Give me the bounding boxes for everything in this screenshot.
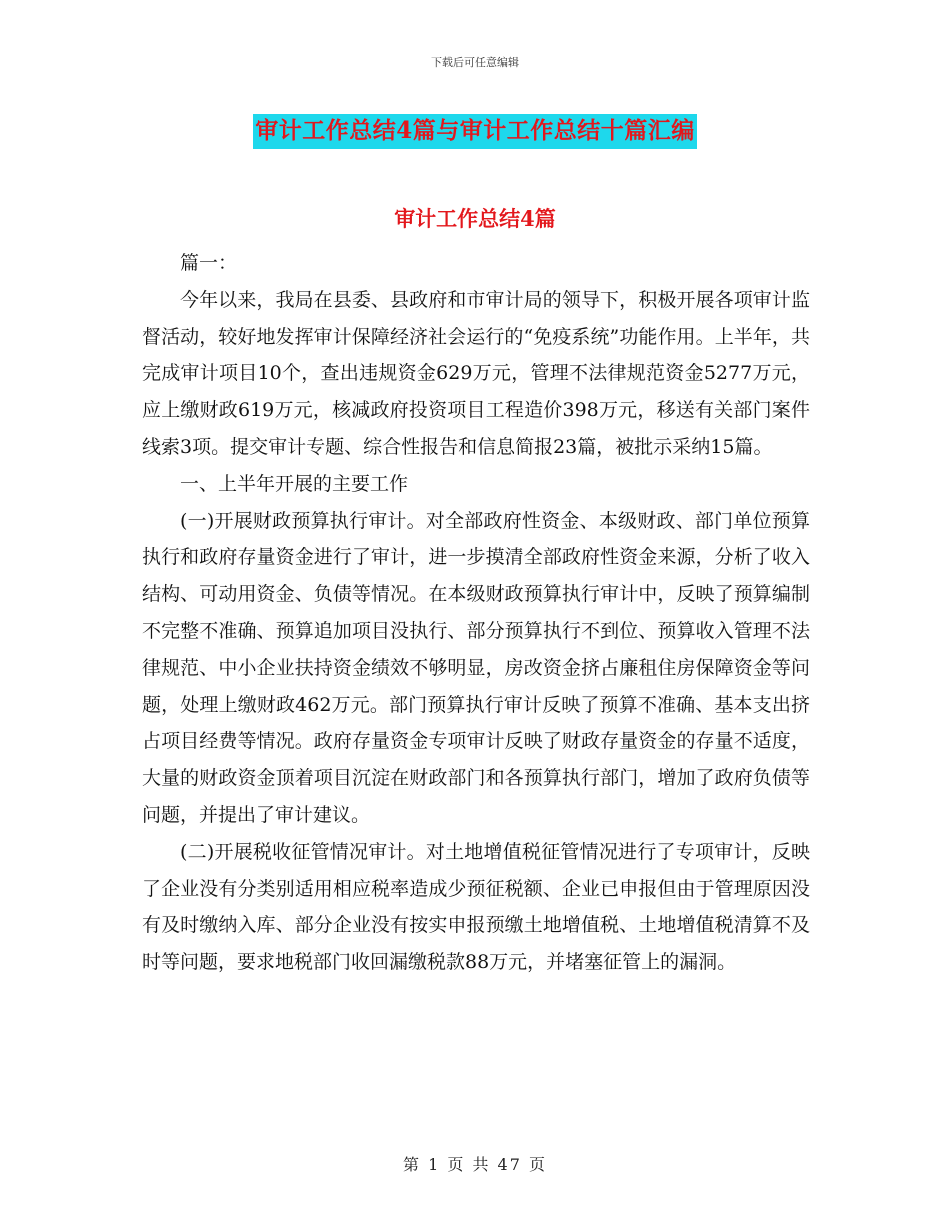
document-body (142, 245, 810, 981)
paragraph-intro: 今年以来，我局在县委、县政府和市审计局的领导下，积极开展各项审计监督活动，较好地发挥审计保障经济社会运行的“免疫系统”功能作用。上半年，共完成审计项目10个，查出违规资金629万元，管理不法律规范资金5277万元，应上缴财政619万元，核减政府投资项目工程造价398万元，移送有关部门案件线索3项。提交审计专题、综合性报告和信息简报23篇，被批示采纳15篇。 (142, 288, 810, 458)
paragraph-tax-audit: (二)开展税收征管情况审计。对土地增值税征管情况进行了专项审计，反映了企业没有分类别适用相应税率造成少预征税额、企业已申报但由于管理原因没有及时缴纳入库、部分企业没有按实申报预缴土地增值税、土地增值税清算不及时等问题，要求地税部门收回漏缴税款88万元，并堵塞征管上的漏洞。 (142, 840, 810, 974)
paragraph-part-label: 篇一： (180, 252, 238, 274)
page-footer: 第 1 页 共 47 页 (403, 1155, 547, 1174)
paragraph-heading-main-work: 一、上半年开展的主要工作 (180, 472, 409, 495)
section-title: 审计工作总结4篇 (394, 206, 556, 231)
paragraph-budget-audit: (一)开展财政预算执行审计。对全部政府性资金、本级财政、部门单位预算执行和政府存量资金进行了审计，进一步摸清全部政府性资金来源，分析了收入结构、可动用资金、负债等情况。在本级财政预算执行审计中，反映了预算编制不完整不准确、预算追加项目没执行、部分预算执行不到位、预算收入管理不法律规范、中小企业扶持资金绩效不够明显，房改资金挤占廉租住房保障资金等问题，处理上缴财政462万元。部门预算执行审计反映了预算不准确、基本支出挤占项目经费等情况。政府存量资金专项审计反映了财政存量资金的存量不适度，大量的财政资金顶着项目沉淀在财政部门和各预算执行部门，增加了政府负债等问题，并提出了审计建议。 (142, 509, 810, 826)
header-note: 下载后可任意编辑 (431, 56, 519, 69)
document-title (0, 112, 950, 145)
document-title-text: 审计工作总结4篇与审计工作总结十篇汇编 (253, 114, 697, 149)
